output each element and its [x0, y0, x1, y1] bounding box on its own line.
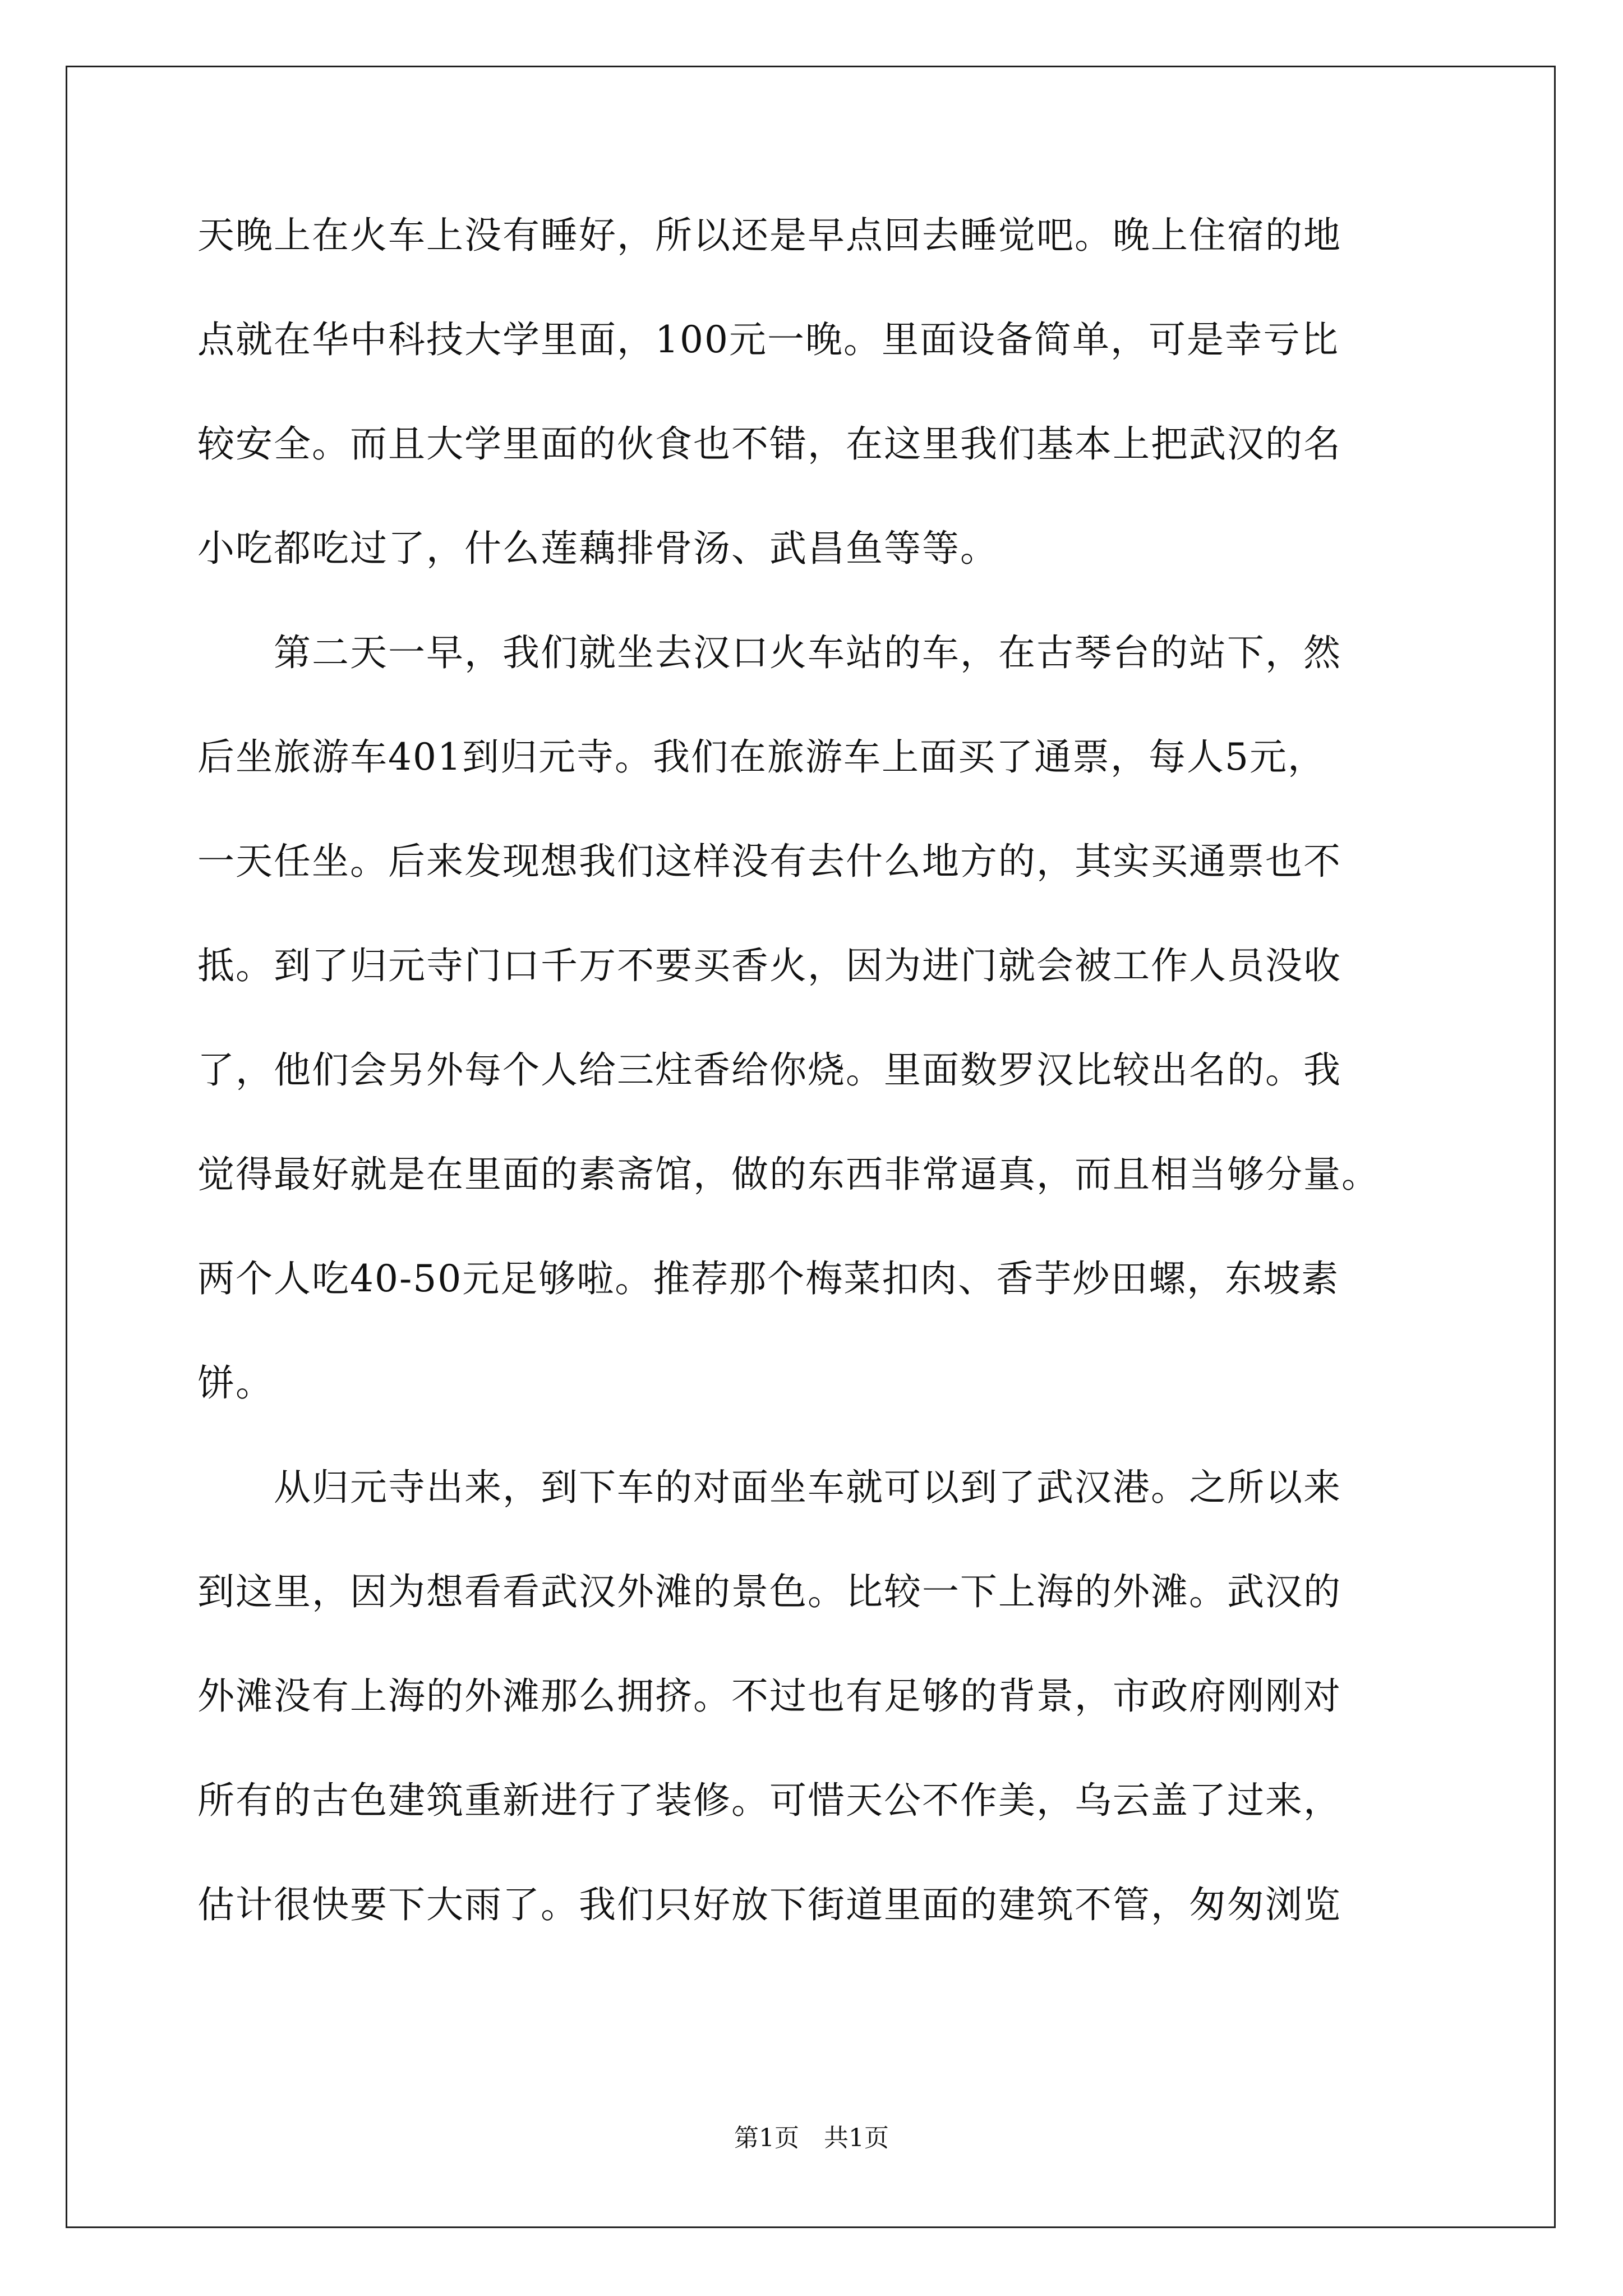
text-line: 抵。到了归元寺门口千万不要买香火，因为进门就会被工作人员没收: [197, 944, 1341, 987]
text-line: 所有的古色建筑重新进行了装修。可惜天公不作美，乌云盖了过来，: [197, 1779, 1341, 1822]
text-line: 觉得最好就是在里面的素斋馆，做的东西非常逼真，而且相当够分量。: [197, 1153, 1380, 1196]
text-line: 了，他们会另外每个人给三炷香给你烧。里面数罗汉比较出名的。我: [197, 1048, 1341, 1092]
text-line: 估计很快要下大雨了。我们只好放下街道里面的建筑不管，匆匆浏览: [197, 1883, 1341, 1926]
text-line: 小吃都吃过了，什么莲藕排骨汤、武昌鱼等等。: [197, 527, 998, 570]
text-line: 后坐旅游车401到归元寺。我们在旅游车上面买了通票，每人5元，: [197, 735, 1326, 779]
text-line: 从归元寺出来，到下车的对面坐车就可以到了武汉港。之所以来: [197, 1466, 1341, 1509]
text-line: 第二天一早，我们就坐去汉口火车站的车，在古琴台的站下，然: [197, 631, 1341, 674]
page-number-footer: 第1页 共1页: [734, 2124, 889, 2152]
text-line: 到这里，因为想看看武汉外滩的景色。比较一下上海的外滩。武汉的: [197, 1570, 1341, 1613]
text-line: 饼。: [197, 1361, 274, 1405]
text-line: 外滩没有上海的外滩那么拥挤。不过也有足够的背景，市政府刚刚对: [197, 1674, 1341, 1718]
text-line: 两个人吃40-50元足够啦。推荐那个梅菜扣肉、香芋炒田螺，东坡素: [197, 1257, 1340, 1300]
text-line: 较安全。而且大学里面的伙食也不错，在这里我们基本上把武汉的名: [197, 422, 1341, 466]
text-line: 天晚上在火车上没有睡好，所以还是早点回去睡觉吧。晚上住宿的地: [197, 214, 1341, 257]
text-line: 一天任坐。后来发现想我们这样没有去什么地方的，其实买通票也不: [197, 840, 1341, 883]
text-line: 点就在华中科技大学里面，100元一晚。里面设备简单，可是幸亏比: [197, 318, 1339, 361]
